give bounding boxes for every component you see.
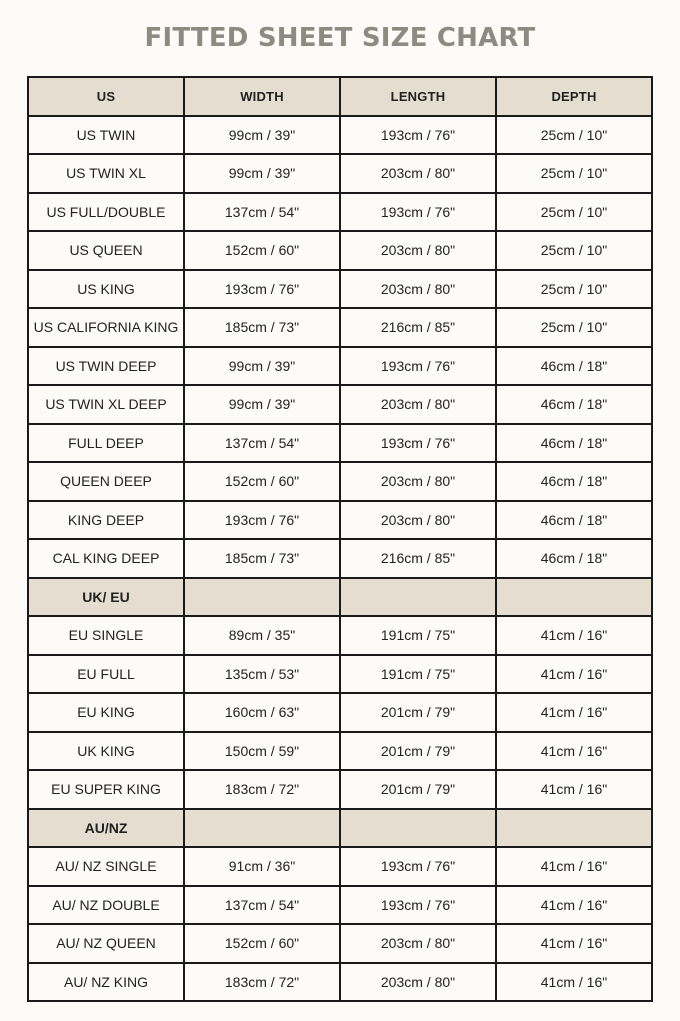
size-cell: QUEEN DEEP: [28, 462, 184, 501]
length-cell: 216cm / 85": [340, 308, 496, 347]
table-row: [28, 732, 652, 771]
width-cell: 152cm / 60": [184, 462, 340, 501]
length-cell: 191cm / 75": [340, 616, 496, 655]
width-cell: 160cm / 63": [184, 693, 340, 732]
depth-cell: 25cm / 10": [496, 231, 652, 270]
table-row: [28, 616, 652, 655]
table-row: [28, 193, 652, 232]
depth-cell: 25cm / 10": [496, 116, 652, 155]
width-cell: 183cm / 72": [184, 770, 340, 809]
length-cell: 216cm / 85": [340, 539, 496, 578]
table-row: [28, 924, 652, 963]
length-cell: 201cm / 79": [340, 770, 496, 809]
table-row: [28, 154, 652, 193]
size-cell: US TWIN: [28, 116, 184, 155]
length-cell: 193cm / 76": [340, 116, 496, 155]
length-cell: 193cm / 76": [340, 886, 496, 925]
length-cell: 203cm / 80": [340, 462, 496, 501]
table-row: [28, 347, 652, 386]
section-blank-cell: [496, 578, 652, 617]
table-row: [28, 116, 652, 155]
section-header-uk-eu: [28, 578, 652, 617]
width-cell: 99cm / 39": [184, 347, 340, 386]
size-cell: AU/ NZ QUEEN: [28, 924, 184, 963]
depth-cell: 46cm / 18": [496, 385, 652, 424]
depth-cell: 41cm / 16": [496, 655, 652, 694]
width-cell: 185cm / 73": [184, 539, 340, 578]
size-cell: UK KING: [28, 732, 184, 771]
depth-cell: 46cm / 18": [496, 501, 652, 540]
header-length: LENGTH: [340, 77, 496, 116]
section-blank-cell: [340, 578, 496, 617]
size-cell: FULL DEEP: [28, 424, 184, 463]
size-cell: EU SINGLE: [28, 616, 184, 655]
section-blank-cell: [496, 809, 652, 848]
size-cell: CAL KING DEEP: [28, 539, 184, 578]
table-row: [28, 424, 652, 463]
length-cell: 203cm / 80": [340, 924, 496, 963]
length-cell: 193cm / 76": [340, 193, 496, 232]
width-cell: 99cm / 39": [184, 154, 340, 193]
table-row: [28, 693, 652, 732]
width-cell: 99cm / 39": [184, 385, 340, 424]
length-cell: 203cm / 80": [340, 154, 496, 193]
size-cell: EU KING: [28, 693, 184, 732]
width-cell: 193cm / 76": [184, 270, 340, 309]
width-cell: 137cm / 54": [184, 886, 340, 925]
depth-cell: 25cm / 10": [496, 193, 652, 232]
depth-cell: 41cm / 16": [496, 924, 652, 963]
table-row: [28, 963, 652, 1002]
table-row: [28, 501, 652, 540]
length-cell: 201cm / 79": [340, 693, 496, 732]
size-cell: US TWIN DEEP: [28, 347, 184, 386]
size-cell: US CALIFORNIA KING: [28, 308, 184, 347]
width-cell: 185cm / 73": [184, 308, 340, 347]
size-cell: US TWIN XL: [28, 154, 184, 193]
width-cell: 193cm / 76": [184, 501, 340, 540]
width-cell: 183cm / 72": [184, 963, 340, 1002]
depth-cell: 25cm / 10": [496, 154, 652, 193]
section-header-au-nz: [28, 809, 652, 848]
header-us: US: [28, 77, 184, 116]
length-cell: 203cm / 80": [340, 270, 496, 309]
size-cell: US KING: [28, 270, 184, 309]
table-row: [28, 770, 652, 809]
table-row: [28, 847, 652, 886]
table-header-row: [28, 77, 652, 116]
depth-cell: 25cm / 10": [496, 308, 652, 347]
table-row: [28, 886, 652, 925]
width-cell: 137cm / 54": [184, 424, 340, 463]
header-depth: DEPTH: [496, 77, 652, 116]
length-cell: 203cm / 80": [340, 231, 496, 270]
width-cell: 137cm / 54": [184, 193, 340, 232]
section-blank-cell: [184, 809, 340, 848]
section-blank-cell: [184, 578, 340, 617]
size-chart-table: [27, 76, 653, 1002]
size-cell: AU/ NZ SINGLE: [28, 847, 184, 886]
depth-cell: 46cm / 18": [496, 539, 652, 578]
length-cell: 203cm / 80": [340, 963, 496, 1002]
width-cell: 135cm / 53": [184, 655, 340, 694]
table-row: [28, 270, 652, 309]
size-cell: AU/ NZ KING: [28, 963, 184, 1002]
length-cell: 201cm / 79": [340, 732, 496, 771]
size-cell: US QUEEN: [28, 231, 184, 270]
length-cell: 193cm / 76": [340, 347, 496, 386]
depth-cell: 41cm / 16": [496, 770, 652, 809]
table-row: [28, 308, 652, 347]
depth-cell: 41cm / 16": [496, 963, 652, 1002]
width-cell: 152cm / 60": [184, 924, 340, 963]
depth-cell: 25cm / 10": [496, 270, 652, 309]
section-blank-cell: [340, 809, 496, 848]
length-cell: 193cm / 76": [340, 424, 496, 463]
size-cell: US TWIN XL DEEP: [28, 385, 184, 424]
length-cell: 193cm / 76": [340, 847, 496, 886]
depth-cell: 41cm / 16": [496, 847, 652, 886]
table-row: [28, 385, 652, 424]
size-cell: EU SUPER KING: [28, 770, 184, 809]
length-cell: 203cm / 80": [340, 385, 496, 424]
size-cell: EU FULL: [28, 655, 184, 694]
depth-cell: 46cm / 18": [496, 424, 652, 463]
table-row: [28, 539, 652, 578]
depth-cell: 41cm / 16": [496, 616, 652, 655]
depth-cell: 46cm / 18": [496, 347, 652, 386]
depth-cell: 41cm / 16": [496, 693, 652, 732]
length-cell: 203cm / 80": [340, 501, 496, 540]
width-cell: 99cm / 39": [184, 116, 340, 155]
length-cell: 191cm / 75": [340, 655, 496, 694]
section-label: AU/NZ: [28, 809, 184, 848]
width-cell: 152cm / 60": [184, 231, 340, 270]
table-row: [28, 231, 652, 270]
header-width: WIDTH: [184, 77, 340, 116]
width-cell: 91cm / 36": [184, 847, 340, 886]
table-row: [28, 462, 652, 501]
depth-cell: 41cm / 16": [496, 886, 652, 925]
width-cell: 89cm / 35": [184, 616, 340, 655]
size-cell: AU/ NZ DOUBLE: [28, 886, 184, 925]
depth-cell: 41cm / 16": [496, 732, 652, 771]
page-title: FITTED SHEET SIZE CHART: [144, 23, 536, 53]
size-cell: KING DEEP: [28, 501, 184, 540]
section-label: UK/ EU: [28, 578, 184, 617]
depth-cell: 46cm / 18": [496, 462, 652, 501]
width-cell: 150cm / 59": [184, 732, 340, 771]
table-row: [28, 655, 652, 694]
size-cell: US FULL/DOUBLE: [28, 193, 184, 232]
